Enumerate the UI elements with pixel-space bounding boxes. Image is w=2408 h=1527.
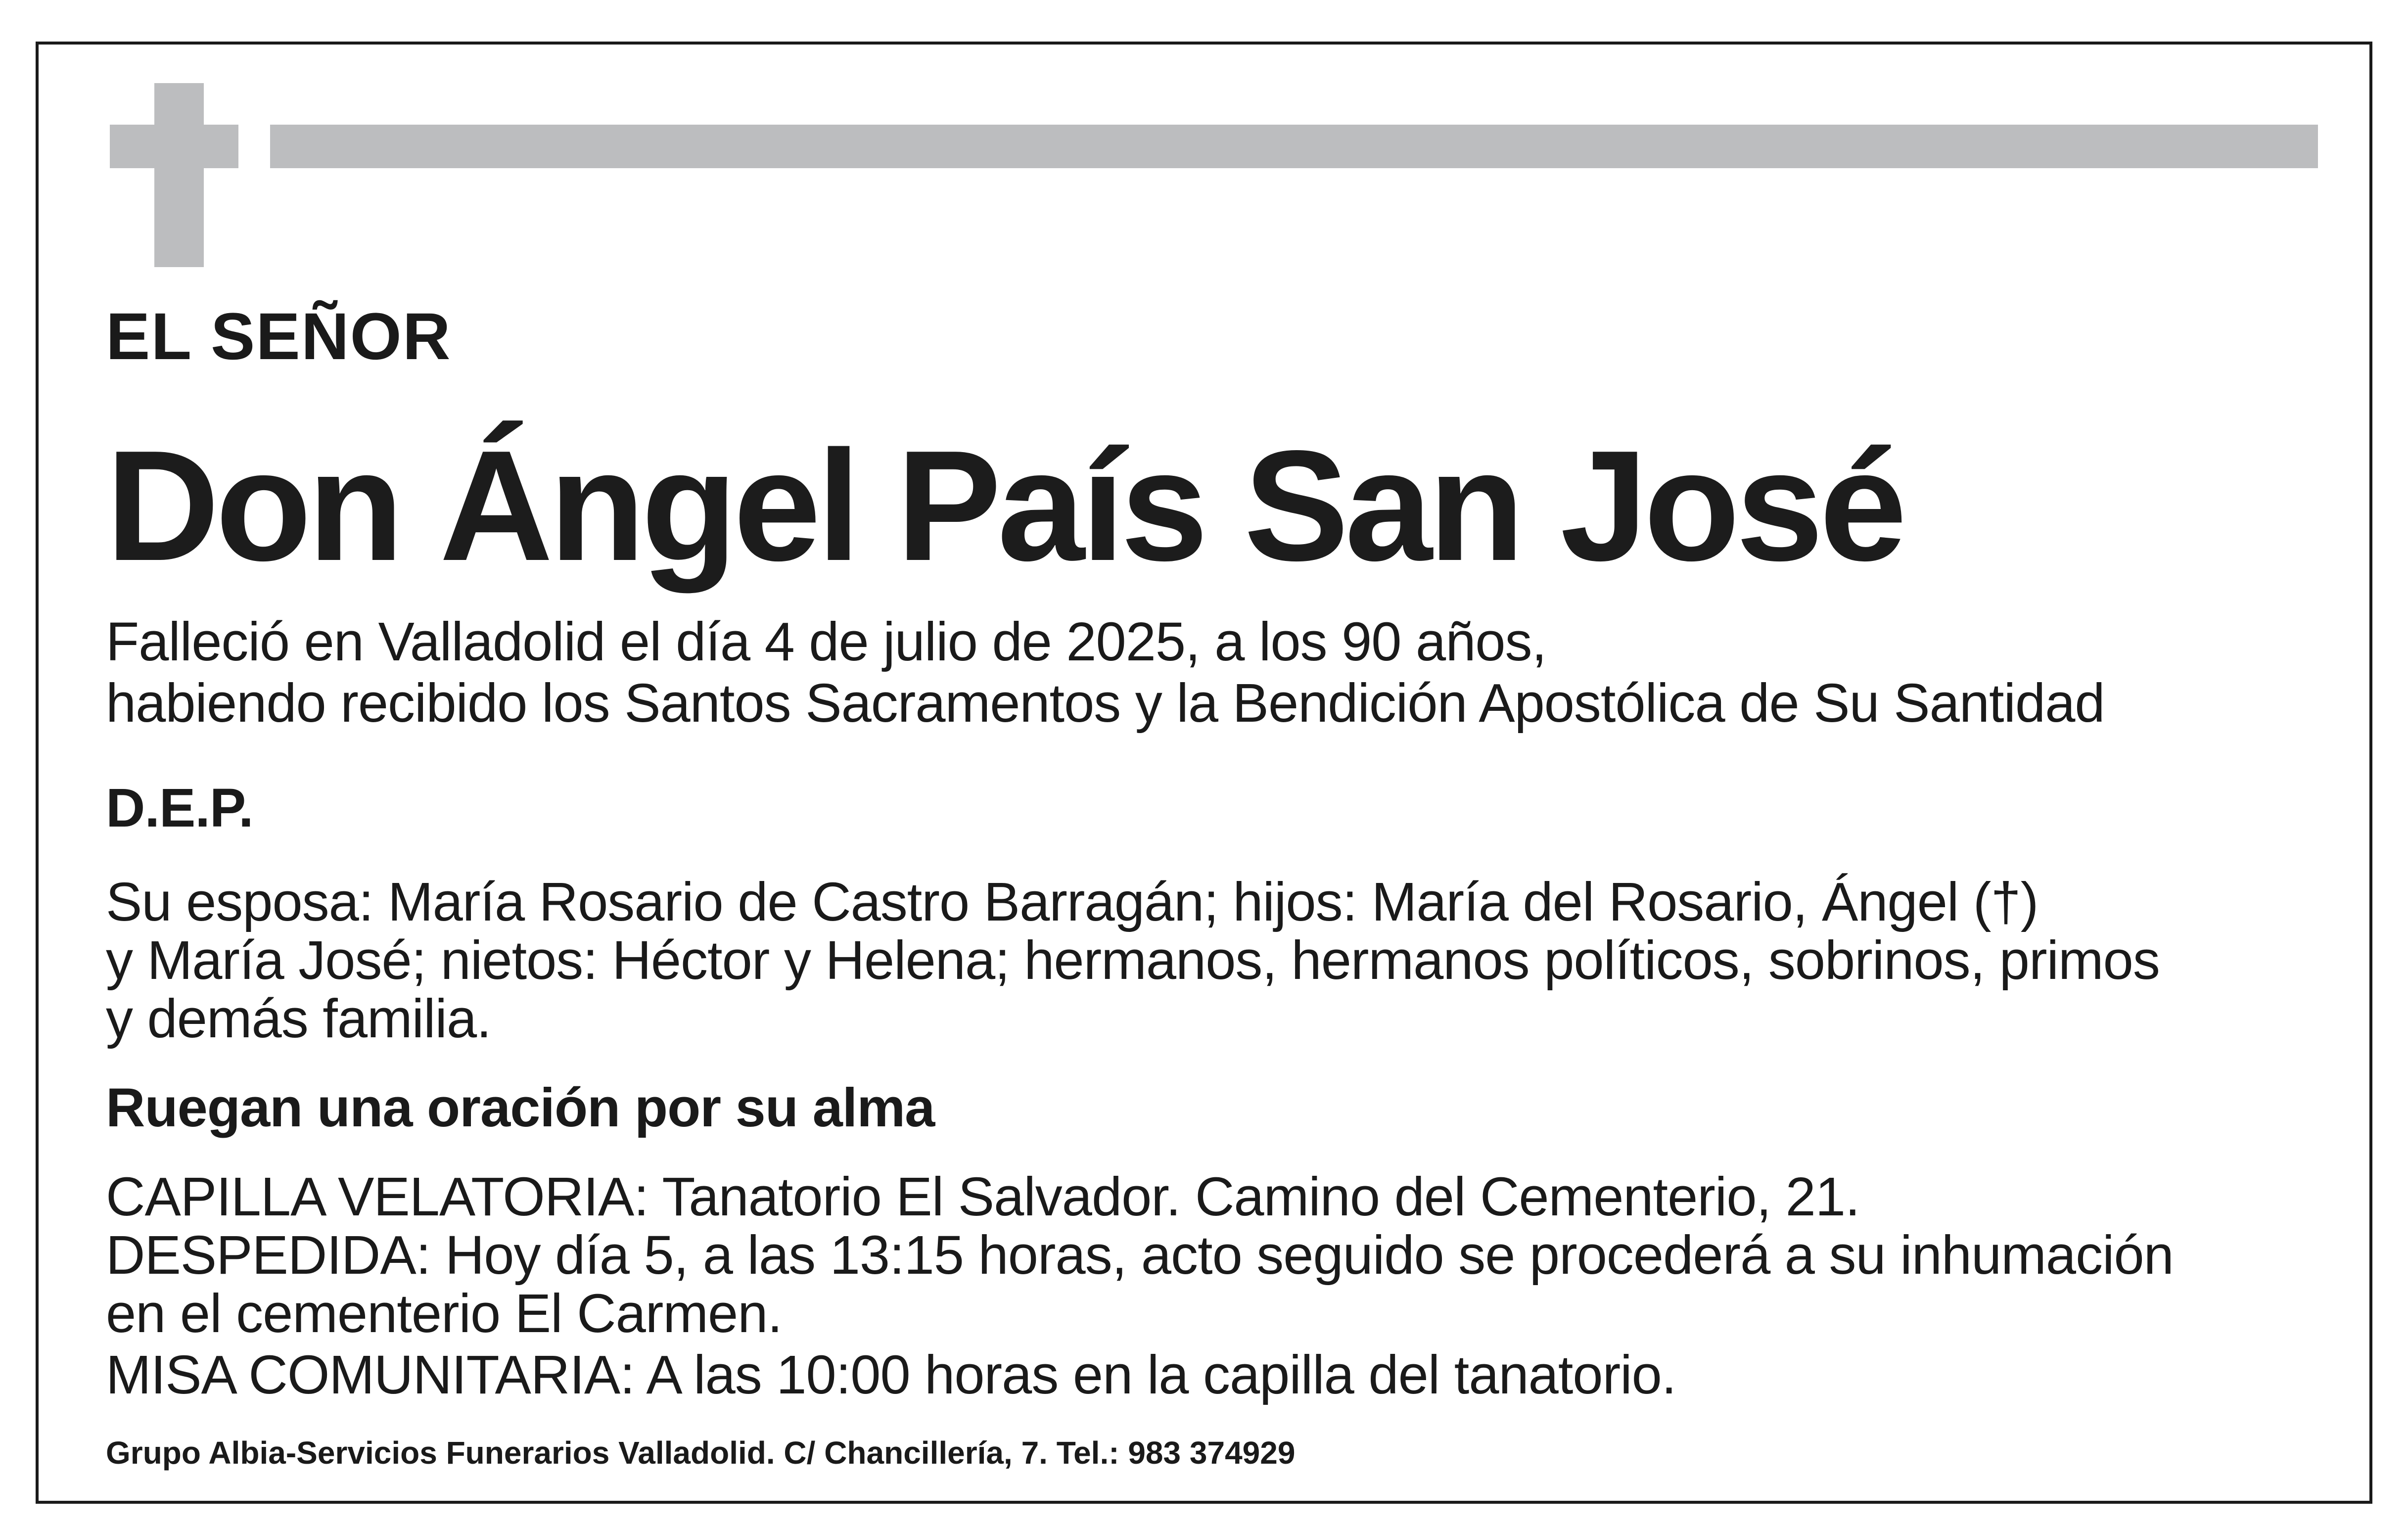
funeral-home-footer: Grupo Albia-Servicios Funerarios Valladolid. C/ Chancillería, 7. Tel.: 983 374929 [106,1435,1296,1471]
service-line-3: en el cementerio El Carmen. [106,1283,782,1344]
service-line-1: CAPILLA VELATORIA: Tanatorio El Salvador. Camino del Cementerio, 21. [106,1166,1860,1227]
notice-title: EL SEÑOR [106,300,452,373]
prayer-request: Ruegan una oración por su alma [106,1077,935,1138]
cross-vertical-bar [154,83,204,267]
family-line-3: y demás familia. [106,988,491,1049]
header-rule [270,125,2318,168]
deceased-name: Don Ángel País San José [106,418,1903,594]
rip-label: D.E.P. [106,778,253,838]
cross-horizontal-bar [110,125,238,168]
intro-line-1: Falleció en Valladolid el día 4 de julio de 2025, a los 90 años, [106,611,1547,672]
intro-line-2: habiendo recibido los Santos Sacramentos y la Bendición Apostólica de Su Santidad [106,673,2105,734]
family-line-1: Su esposa: María Rosario de Castro Barragán; hijos: María del Rosario, Ángel (†) [106,872,2038,932]
family-line-2: y María José; nietos: Héctor y Helena; hermanos, hermanos políticos, sobrinos, primos [106,930,2160,991]
service-line-2: DESPEDIDA: Hoy día 5, a las 13:15 horas, acto seguido se procederá a su inhumación [106,1225,2174,1286]
service-line-4: MISA COMUNITARIA: A las 10:00 horas en la capilla del tanatorio. [106,1344,1676,1405]
